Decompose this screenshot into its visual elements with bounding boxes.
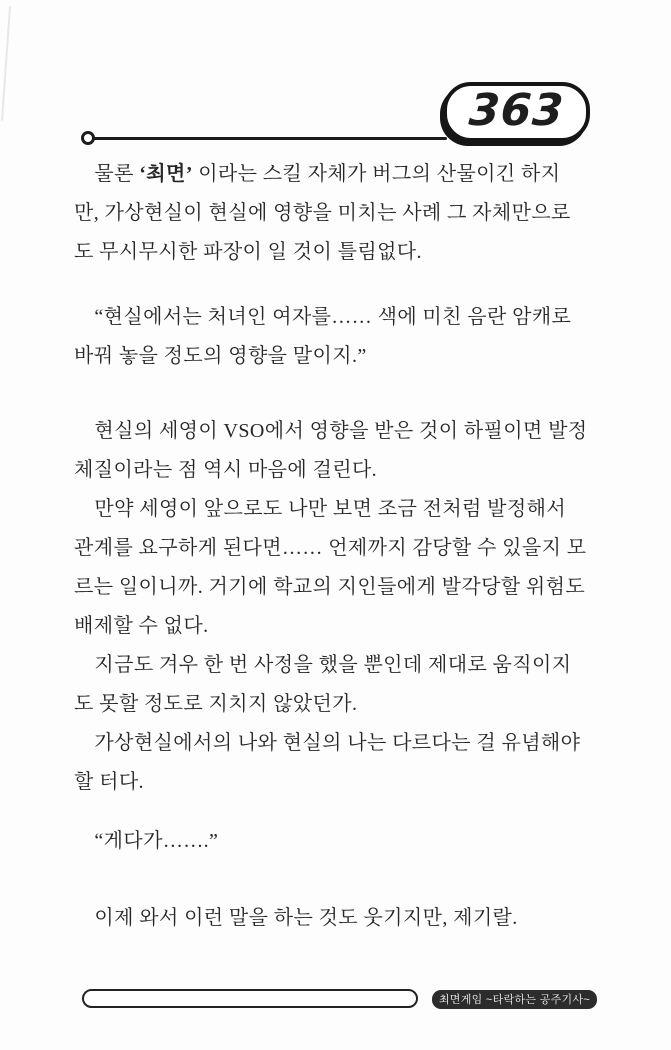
footer-series-badge [432,990,597,1009]
paragraph [74,490,619,646]
text-line: 지금도 겨우 한 번 사정을 했을 뿐인데 제대로 움직이지 [74,654,572,676]
paragraph [74,412,619,490]
body-text [74,155,619,938]
text-line: 도 못할 정도로 지치지 않았던가. [74,693,358,715]
footer-pill [82,989,418,1008]
text-line: “게다가…….” [74,830,219,852]
page-number-badge [443,82,590,142]
header-rule [93,137,447,140]
paragraph [74,298,619,376]
text-line: 만, 가상현실이 현실에 영향을 미치는 사례 그 자체만으로 [74,202,571,224]
text-line: 이제 와서 이런 말을 하는 것도 웃기지만, 제기랄. [74,907,518,929]
text-line: 배제할 수 없다. [74,615,209,637]
scan-edge-artifact [1,6,11,121]
paragraph [74,646,619,724]
text-line: 가상현실에서의 나와 현실의 나는 다르다는 걸 유념해야 [74,732,581,754]
paragraph [74,899,619,938]
text-line: 관계를 요구하게 된다면…… 언제까지 감당할 수 있을지 모 [74,537,587,559]
page-number: 363 [467,84,566,136]
paragraph [74,155,619,272]
text-line: 현실의 세영이 VSO에서 영향을 받은 것이 하필이면 발정 [74,420,588,442]
text-line: 체질이라는 점 역시 마음에 걸린다. [74,459,378,481]
text-line: 만약 세영이 앞으로도 나만 보면 조금 전처럼 발정해서 [74,498,567,520]
text-line: 르는 일이니까. 거기에 학교의 지인들에게 발각당할 위험도 [74,576,586,598]
text-line: 도 무시무시한 파장이 일 것이 틀림없다. [74,241,422,263]
paragraph [74,724,619,802]
text-line: 바꿔 놓을 정도의 영향을 말이지.” [74,345,367,367]
series-title: 최면게임 ~타락하는 공주기사~ [438,993,591,1006]
text-line: 물론 ‘최면’ 이라는 스킬 자체가 버그의 산물이긴 하지 [74,163,561,185]
text-line: 할 터다. [74,771,144,793]
text-line: “현실에서는 처녀인 여자를…… 색에 미친 음란 암캐로 [74,306,572,328]
paragraph [74,822,619,861]
